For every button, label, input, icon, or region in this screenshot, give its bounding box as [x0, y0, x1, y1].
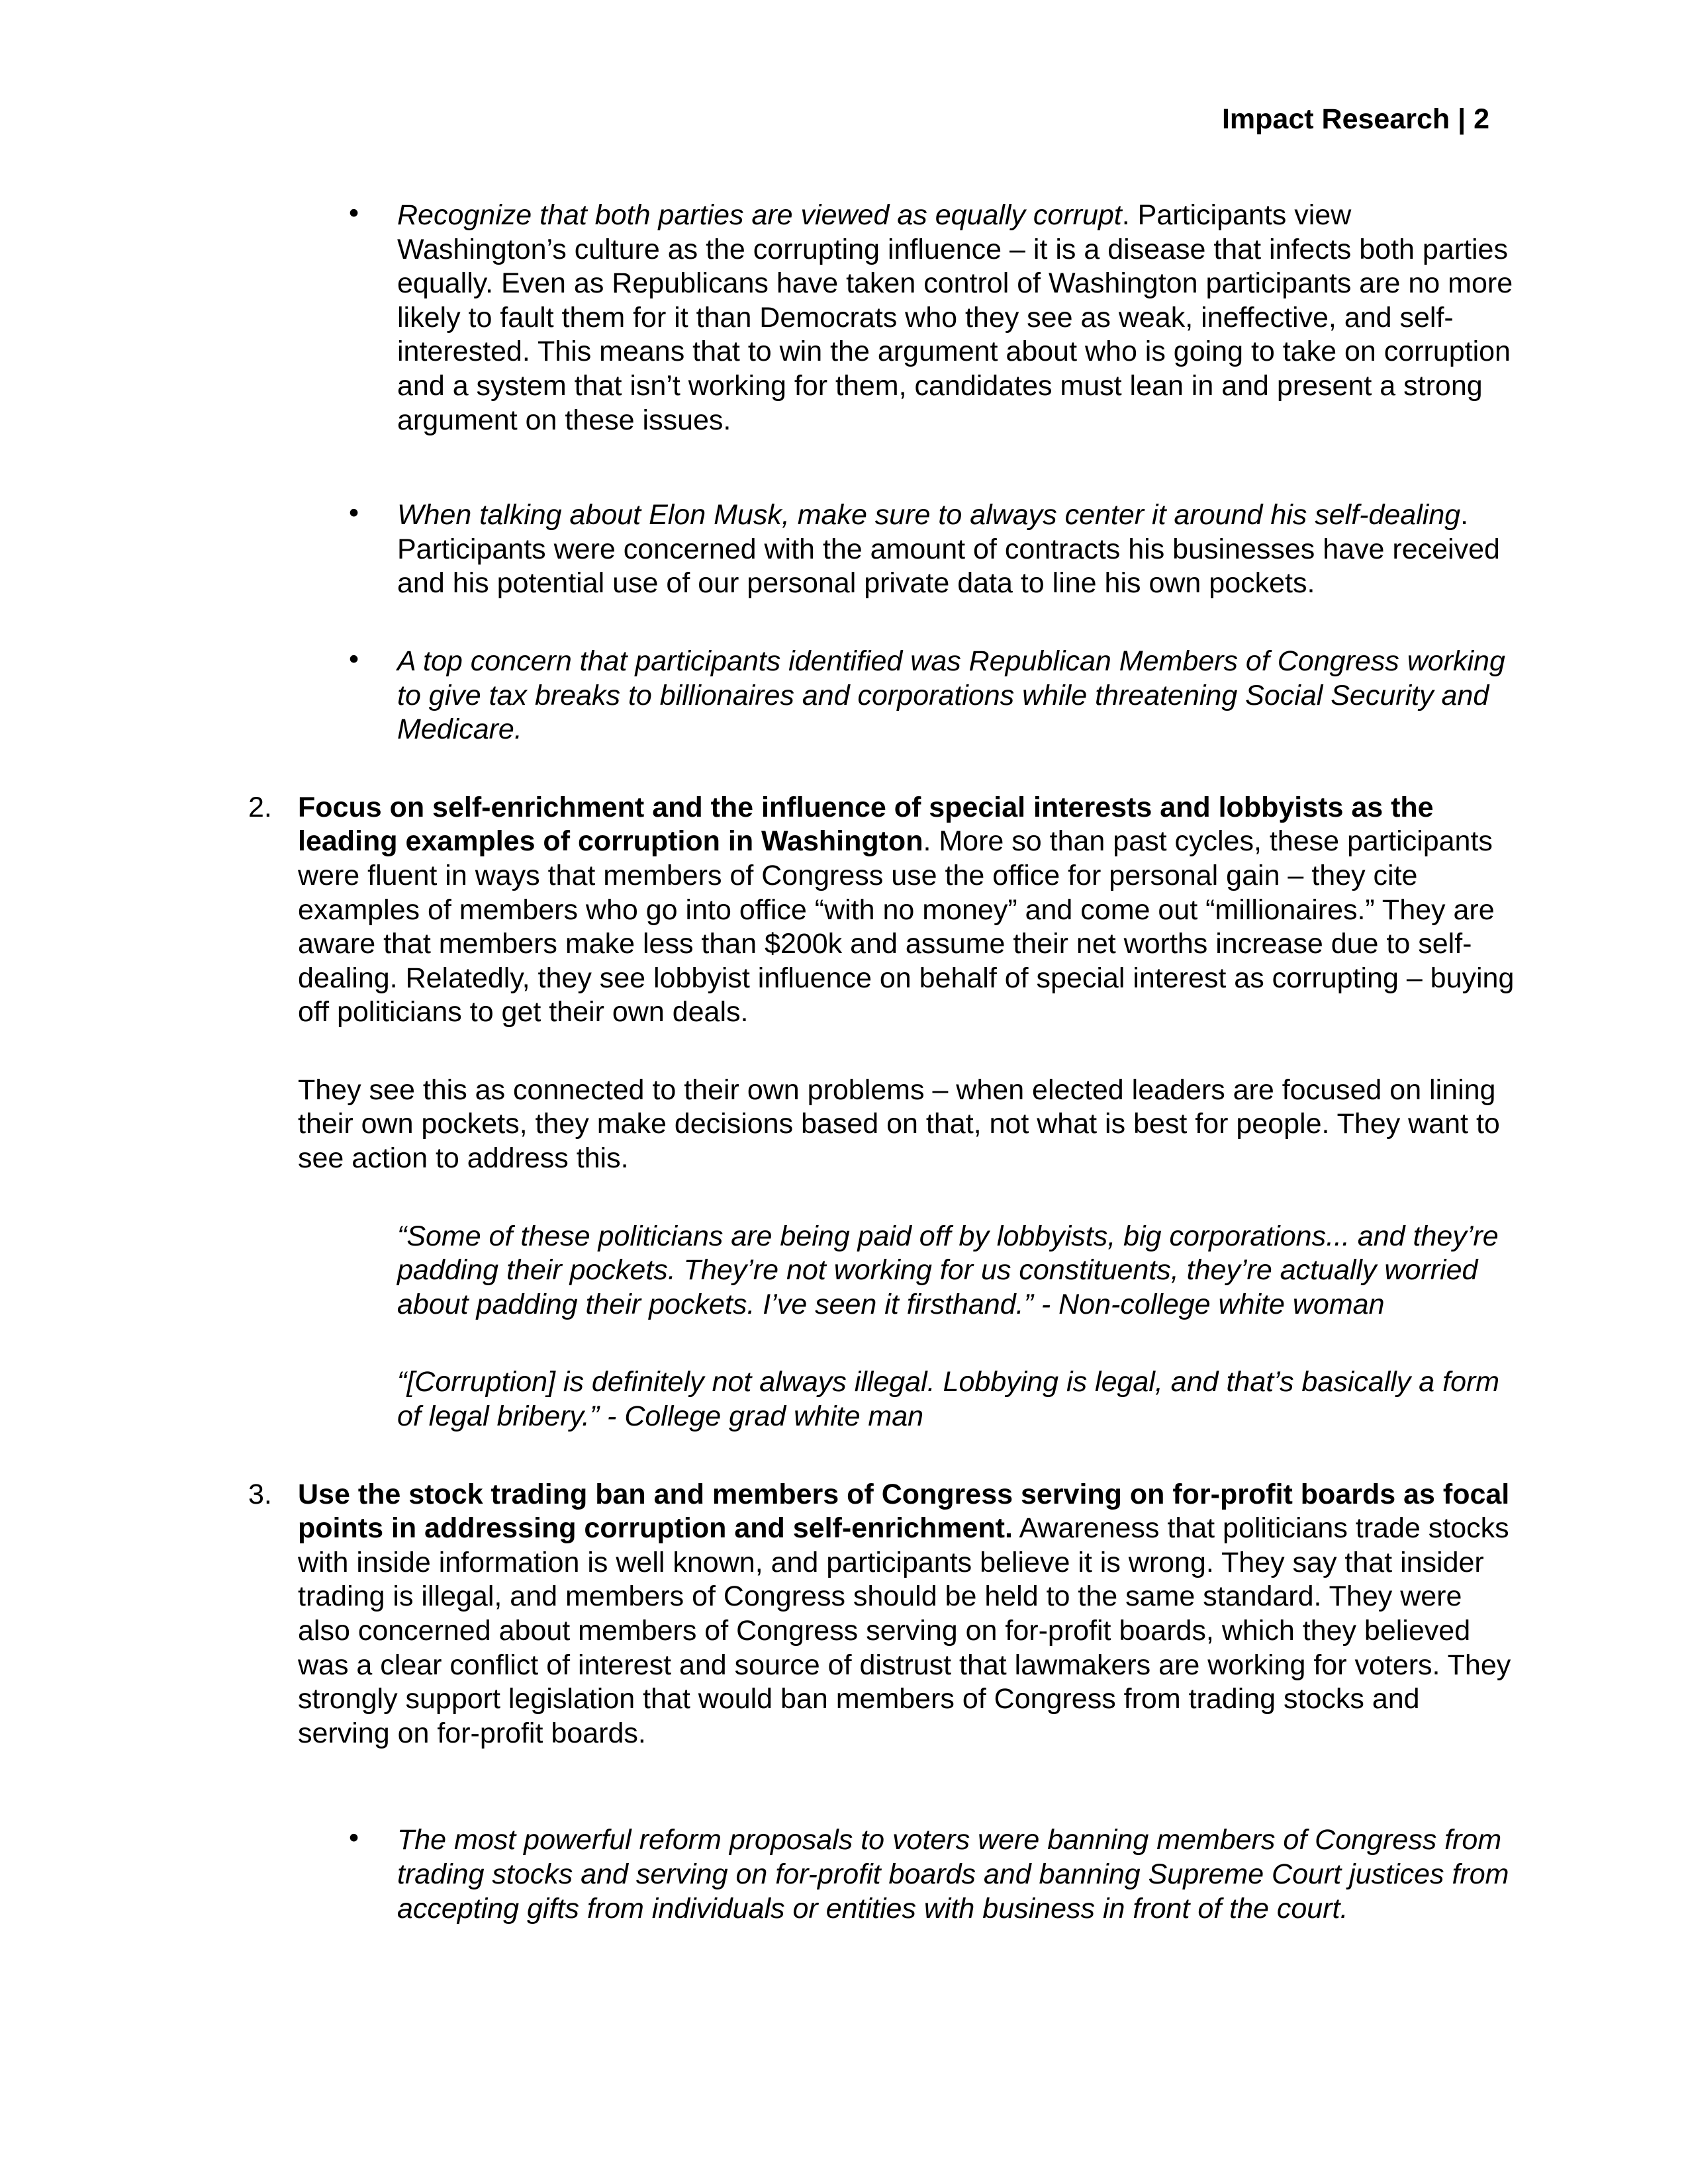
bullet-icon: • [349, 1822, 359, 1854]
bullet-body-text: . Participants were concerned with the amount of contracts his businesses have received and his potential use of our personal private data to line his own pockets. [397, 499, 1500, 600]
numbered-item-3-stock-trading-ban [0, 1478, 1516, 1751]
paragraph-connected-to-problems: They see this as connected to their own problems – when elected leaders are focused on lining their own pockets, they make decisions based on that, not what is best for people. They want to see action to address this. [298, 1073, 1500, 1175]
document-body [0, 199, 1688, 1970]
bullet-item-elon-musk [0, 498, 1516, 601]
quote-college-grad-white-man: “[Corruption] is definitely not always illegal. Lobbying is legal, and that’s basically a form of legal bribery.” - College grad white man [397, 1366, 1500, 1433]
bullet-icon: • [349, 197, 359, 229]
numbered-body-text: Awareness that politicians trade stocks with inside information is well known, and participants believe it is wrong. They say that insider trading is illegal, and members of Congress should be held to the same standard. They were also concerned about members of Congress serving on for-profit boards, which they believed was a clear conflict of interest and source of distrust that lawmakers are working for voters. They strongly support legislation that would ban members of Congress from trading stocks and serving on for-profit boards. [298, 1512, 1511, 1749]
bullet-lead-text: When talking about Elon Musk, make sure to always center it around his self-dealing [397, 499, 1461, 531]
item-number: 3. [248, 1478, 272, 1510]
numbered-lead-text: Focus on self-enrichment and the influence of special interests and lobbyists as the leading examples of corruption in Washington [298, 791, 1434, 858]
numbered-item-2-self-enrichment [0, 791, 1516, 1030]
bullet-item-tax-breaks [0, 645, 1516, 747]
bullet-icon: • [349, 497, 359, 529]
bullet-lead-text: Recognize that both parties are viewed as equally corrupt [397, 199, 1122, 231]
bullet-icon: • [349, 643, 359, 675]
bullet-body-text: . Participants view Washington’s culture as the corrupting influence – it is a disease that infects both parties equally. Even as Republicans have taken control of Washington participants are no more likely to fault them for it than Democrats who they see as weak, ineffective, and self-interested. This means that to win the argument about who is going to take on corruption and a system that isn’t working for them, candidates must lean in and present a strong argument on these issues. [397, 199, 1513, 436]
quote-non-college-white-woman: “Some of these politicians are being paid off by lobbyists, big corporations... and they’re padding their pockets. They’re not working for us constituents, they’re actually worried about padding their pockets. I’ve seen it firsthand.” - Non-college white woman [397, 1220, 1499, 1320]
bullet-item-both-parties-corrupt [0, 199, 1516, 437]
page-header-text: Impact Research | 2 [1221, 103, 1489, 135]
bullet-item-reform-proposals [0, 1823, 1516, 1926]
numbered-body-text: . More so than past cycles, these participants were fluent in ways that members of Congress use the office for personal gain – they cite examples of members who go into office “with no money” and come out “millionaires.” They are aware that members make less than $200k and assume their net worths increase due to self-dealing. Relatedly, they see lobbyist influence on behalf of special interest as corrupting – buying off politicians to get their own deals. [298, 825, 1515, 1028]
numbered-lead-text: Use the stock trading ban and members of Congress serving on for-profit boards as focal points in addressing corruption and self-enrichment. [298, 1478, 1510, 1545]
bullet-lead-text: A top concern that participants identified was Republican Members of Congress working to give tax breaks to billionaires and corporations while threatening Social Security and Medicare. [397, 645, 1505, 746]
item-number: 2. [248, 791, 272, 823]
bullet-lead-text: The most powerful reform proposals to voters were banning members of Congress from trading stocks and serving on for-profit boards and banning Supreme Court justices from accepting gifts from individuals or entities with business in front of the court. [397, 1824, 1509, 1925]
page-header [199, 103, 1489, 137]
